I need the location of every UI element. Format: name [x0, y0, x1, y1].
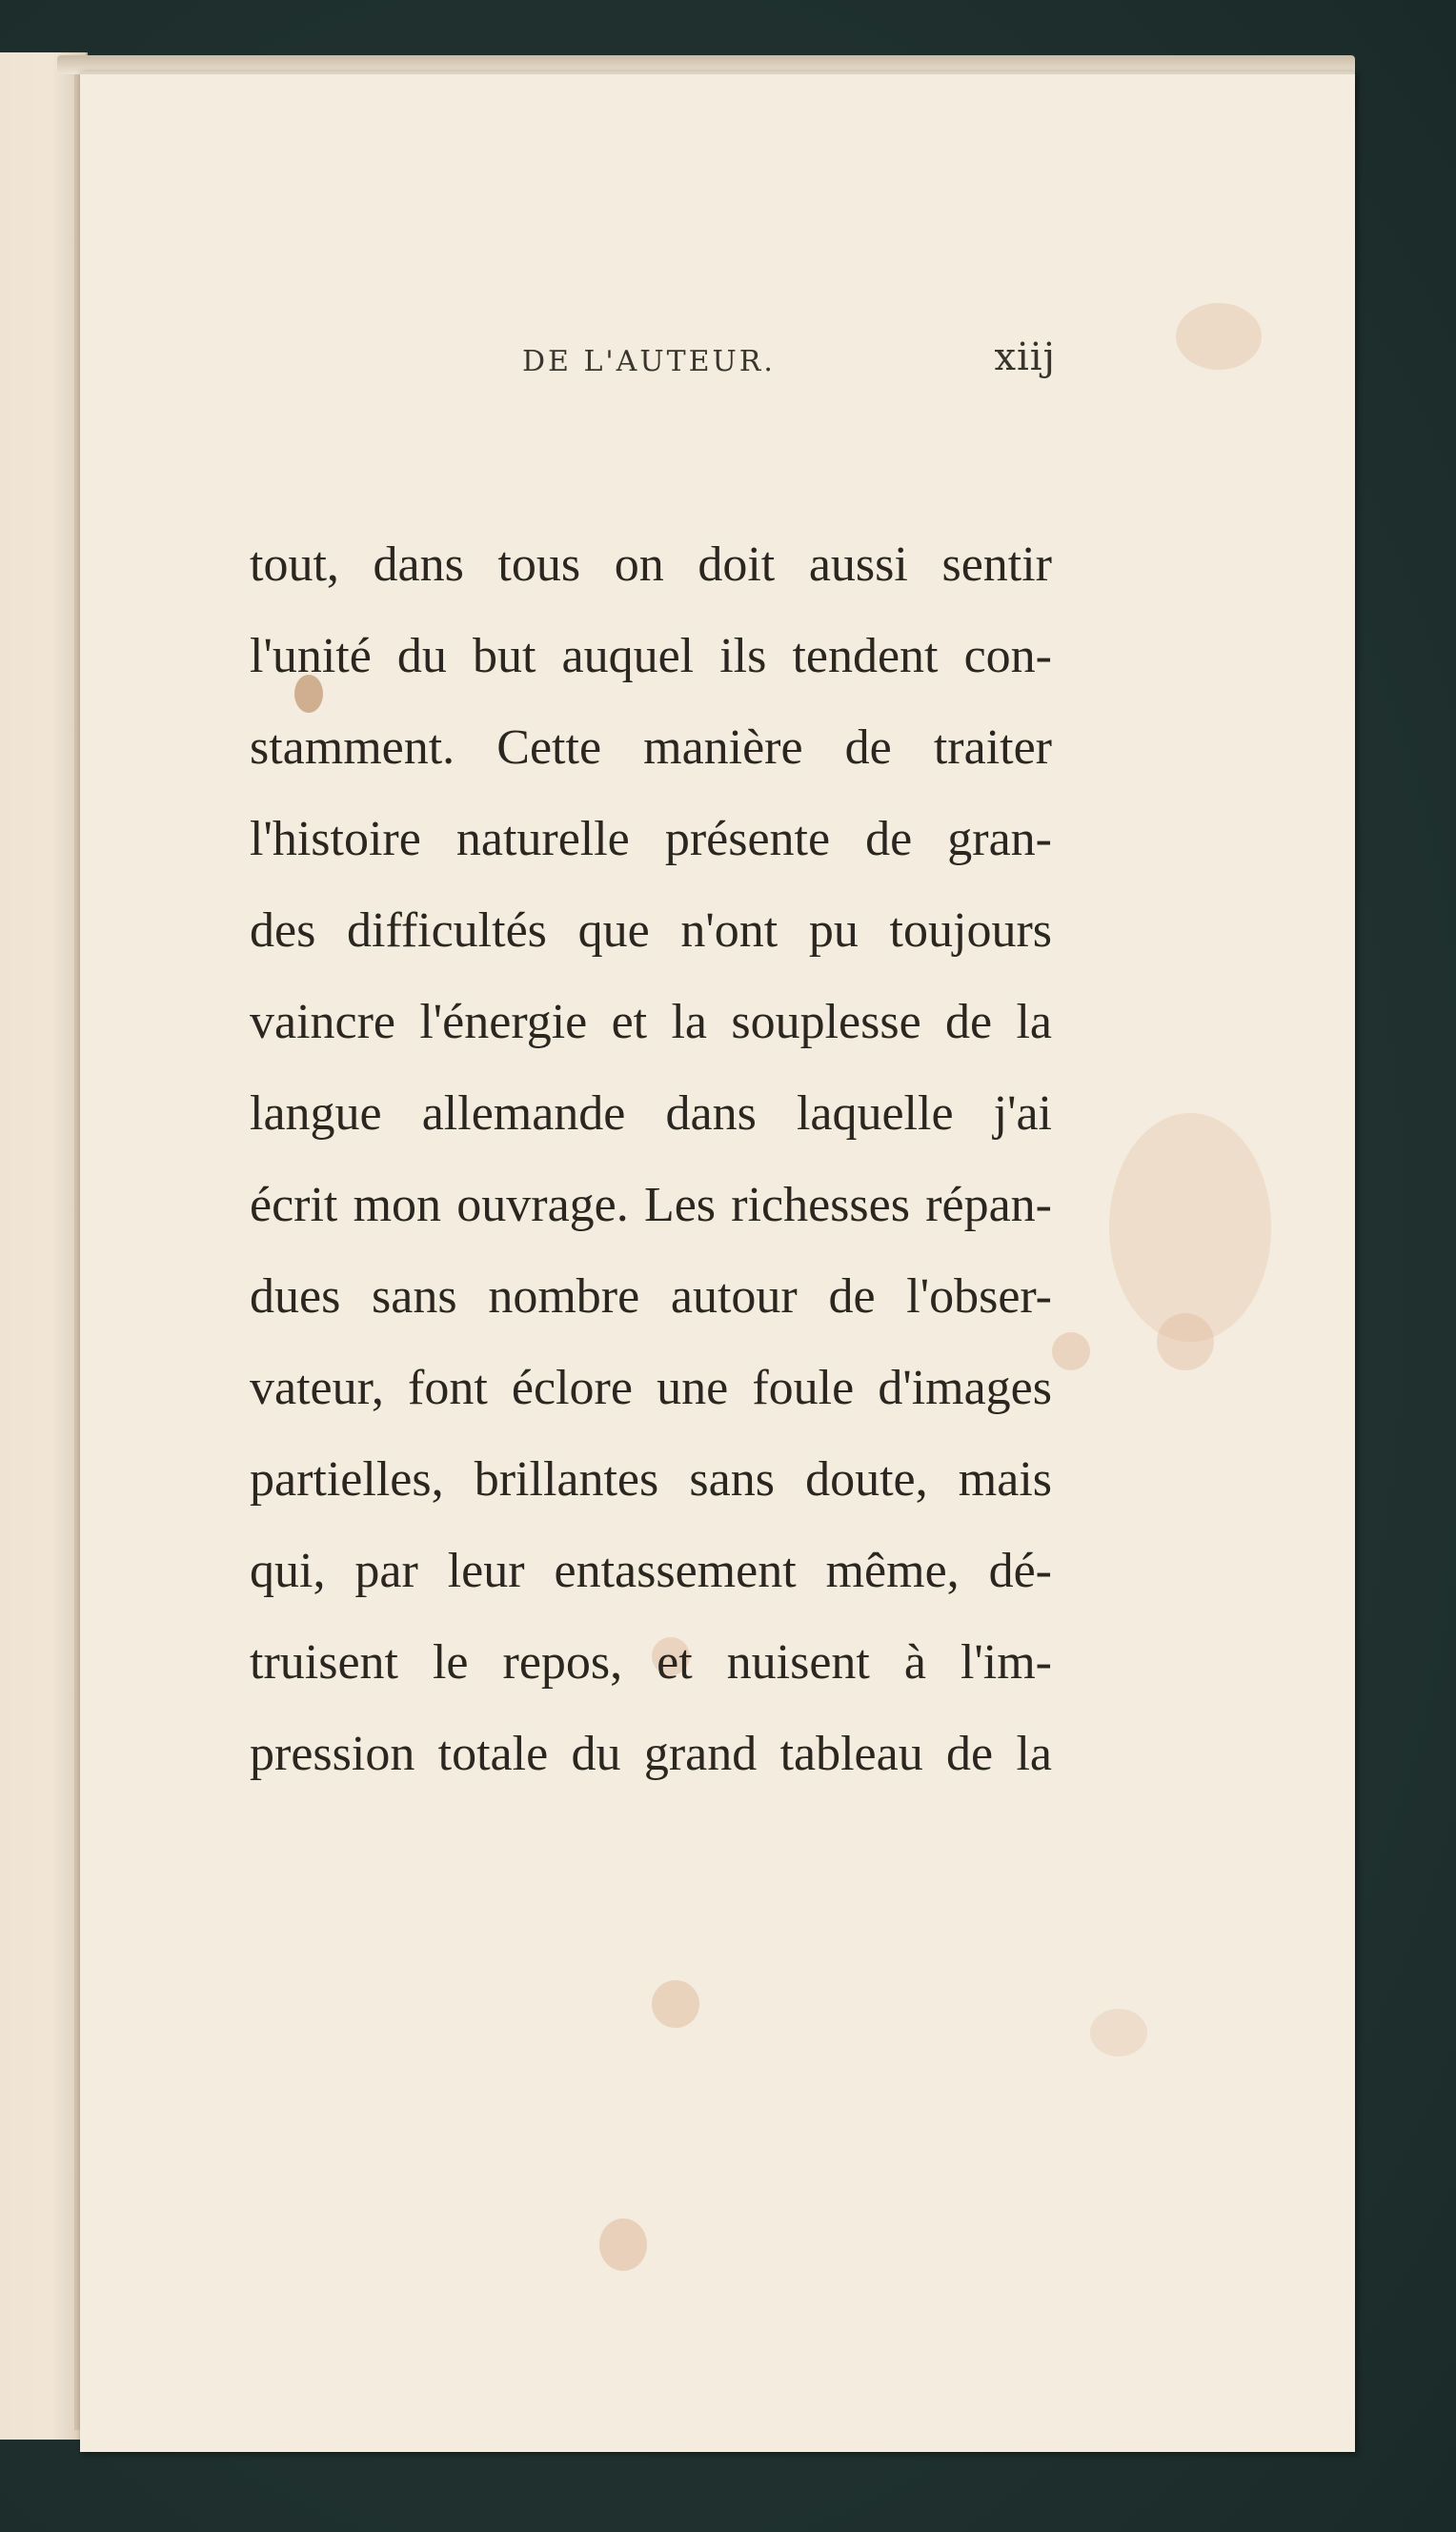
foxing-spot — [1090, 2009, 1147, 2056]
text-line: pression totale du grand tableau de la — [250, 1727, 1052, 1781]
body-text — [250, 519, 1052, 1800]
foxing-spot — [599, 2218, 647, 2271]
text-line: truisent le repos, et nuisent à l'im- — [250, 1635, 1052, 1690]
text-line: dues sans nombre autour de l'obser- — [250, 1269, 1052, 1324]
foxing-spot — [1176, 303, 1262, 370]
text-line: vaincre l'énergie et la souplesse de la — [250, 995, 1052, 1049]
text-line: des difficultés que n'ont pu toujours — [250, 903, 1052, 958]
text-line: stamment. Cette manière de traiter — [250, 720, 1052, 775]
foxing-spot — [652, 1980, 699, 2028]
page-number: xiij — [994, 335, 1056, 379]
running-title: DE L'AUTEUR. — [522, 345, 776, 378]
text-line: l'unité du but auquel ils tendent con- — [250, 629, 1052, 683]
text-line: l'histoire naturelle présente de gran- — [250, 812, 1052, 866]
foxing-spot — [1109, 1113, 1271, 1342]
text-line: écrit mon ouvrage. Les richesses répan- — [250, 1178, 1052, 1232]
text-line: partielles, brillantes sans doute, mais — [250, 1452, 1052, 1507]
foxing-spot — [1157, 1313, 1214, 1370]
text-line: qui, par leur entassement même, dé- — [250, 1544, 1052, 1598]
text-line: tout, dans tous on doit aussi sentir — [250, 537, 1052, 592]
text-line: vateur, font éclore une foule d'images — [250, 1361, 1052, 1415]
foxing-spot — [1052, 1332, 1090, 1370]
text-line: langue allemande dans laquelle j'ai — [250, 1086, 1052, 1141]
running-head — [444, 332, 1056, 398]
